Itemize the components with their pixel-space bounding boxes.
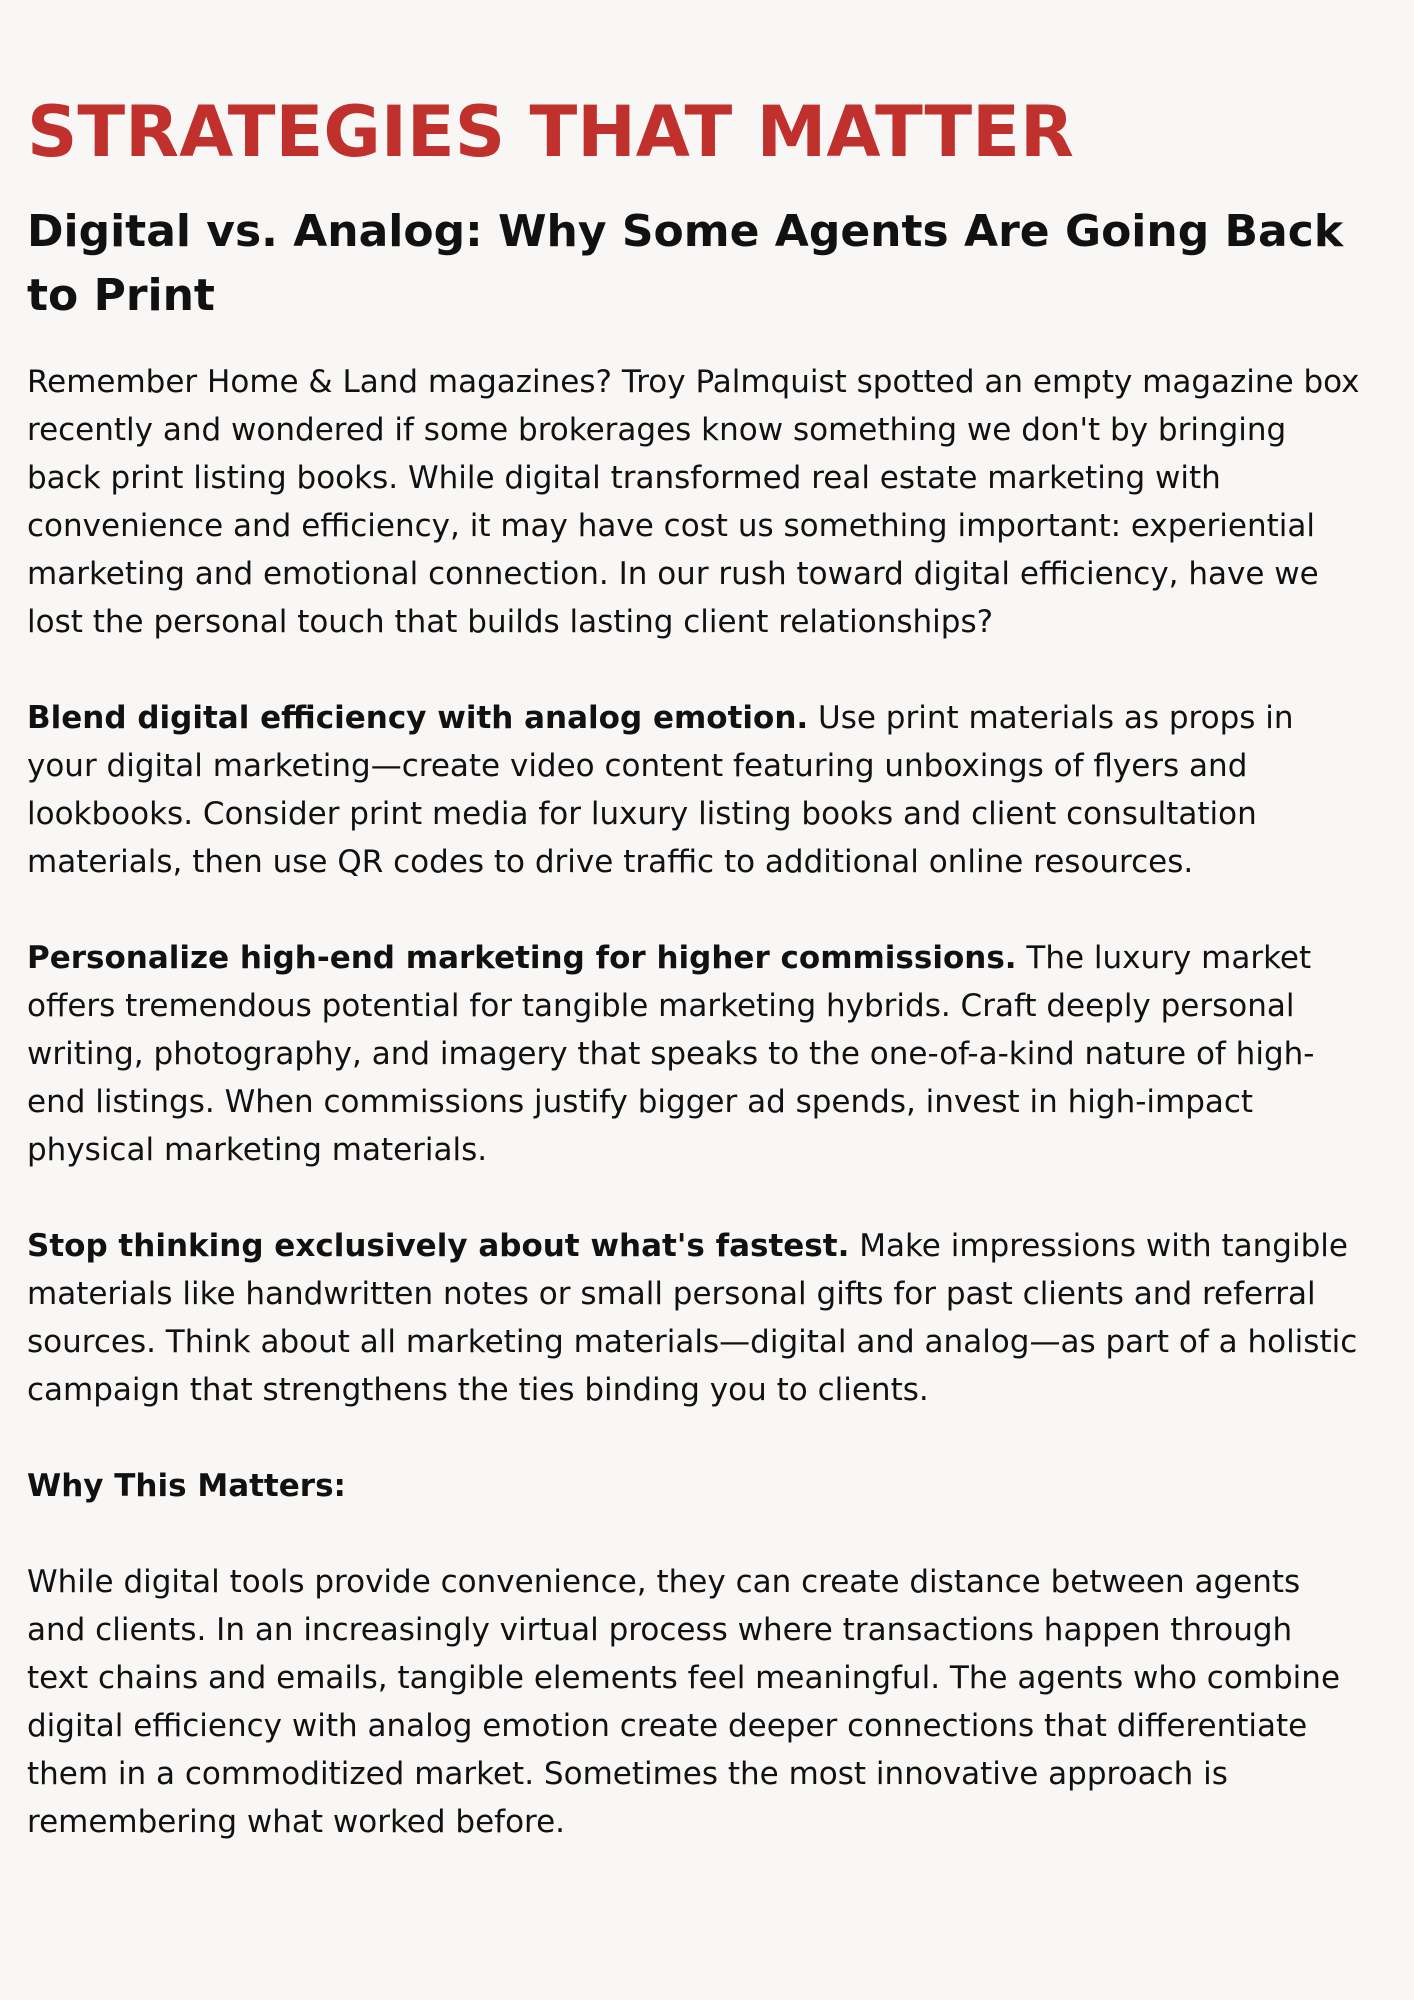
section-kicker: STRATEGIES THAT MATTER: [27, 91, 1074, 173]
strategy-paragraph-1: [27, 694, 1360, 886]
strategy-text-2: The luxury market offers tremendous potential for tangible marketing hybrids. Craft deeply personal writing, photography, and imagery that speaks to the one-of-a-kind nature of high-end listings. When commissions justify bigger ad spends, invest in high-impact physical marketing materials.: [27, 940, 1315, 1168]
strategy-paragraph-3: [27, 1222, 1360, 1414]
why-heading: Why This Matters:: [27, 1468, 346, 1504]
strategy-text-1: Use print materials as props in your digital marketing—create video content featuring unboxings of flyers and lookbooks. Consider print media for luxury listing books and client consultation materials, then use QR codes to drive traffic to additional online resources.: [27, 700, 1294, 880]
strategy-text-3: Make impressions with tangible materials like handwritten notes or small personal gifts for past clients and referral sources. Think about all marketing materials—digital and analog—as part of a holistic campaign that strengthens the ties binding you to clients.: [27, 1228, 1358, 1408]
strategy-lead-2: Personalize high-end marketing for higher commissions.: [27, 940, 1017, 976]
strategy-lead-1: Blend digital efficiency with analog emotion.: [27, 700, 809, 736]
intro-paragraph: Remember Home & Land magazines? Troy Palmquist spotted an empty magazine box recently and wondered if some brokerages know something we don't by bringing back print listing books. While digital transformed real estate marketing with convenience and efficiency, it may have cost us something important: experiential marketing and emotional connection. In our rush toward digital efficiency, have we lost the personal touch that builds lasting client relationships?: [27, 364, 1360, 640]
why-paragraph: While digital tools provide convenience, they can create distance between agents and clients. In an increasingly virtual process where transactions happen through text chains and emails, tangible elements feel meaningful. The agents who combine digital efficiency with analog emotion create deeper connections that differentiate them in a commoditized market. Sometimes the most innovative approach is remembering what worked before.: [27, 1564, 1341, 1840]
article-title: Digital vs. Analog: Why Some Agents Are Going Back to Print: [27, 206, 1344, 321]
strategy-lead-3: Stop thinking exclusively about what's fastest.: [27, 1228, 850, 1264]
strategy-paragraph-2: [27, 934, 1360, 1174]
